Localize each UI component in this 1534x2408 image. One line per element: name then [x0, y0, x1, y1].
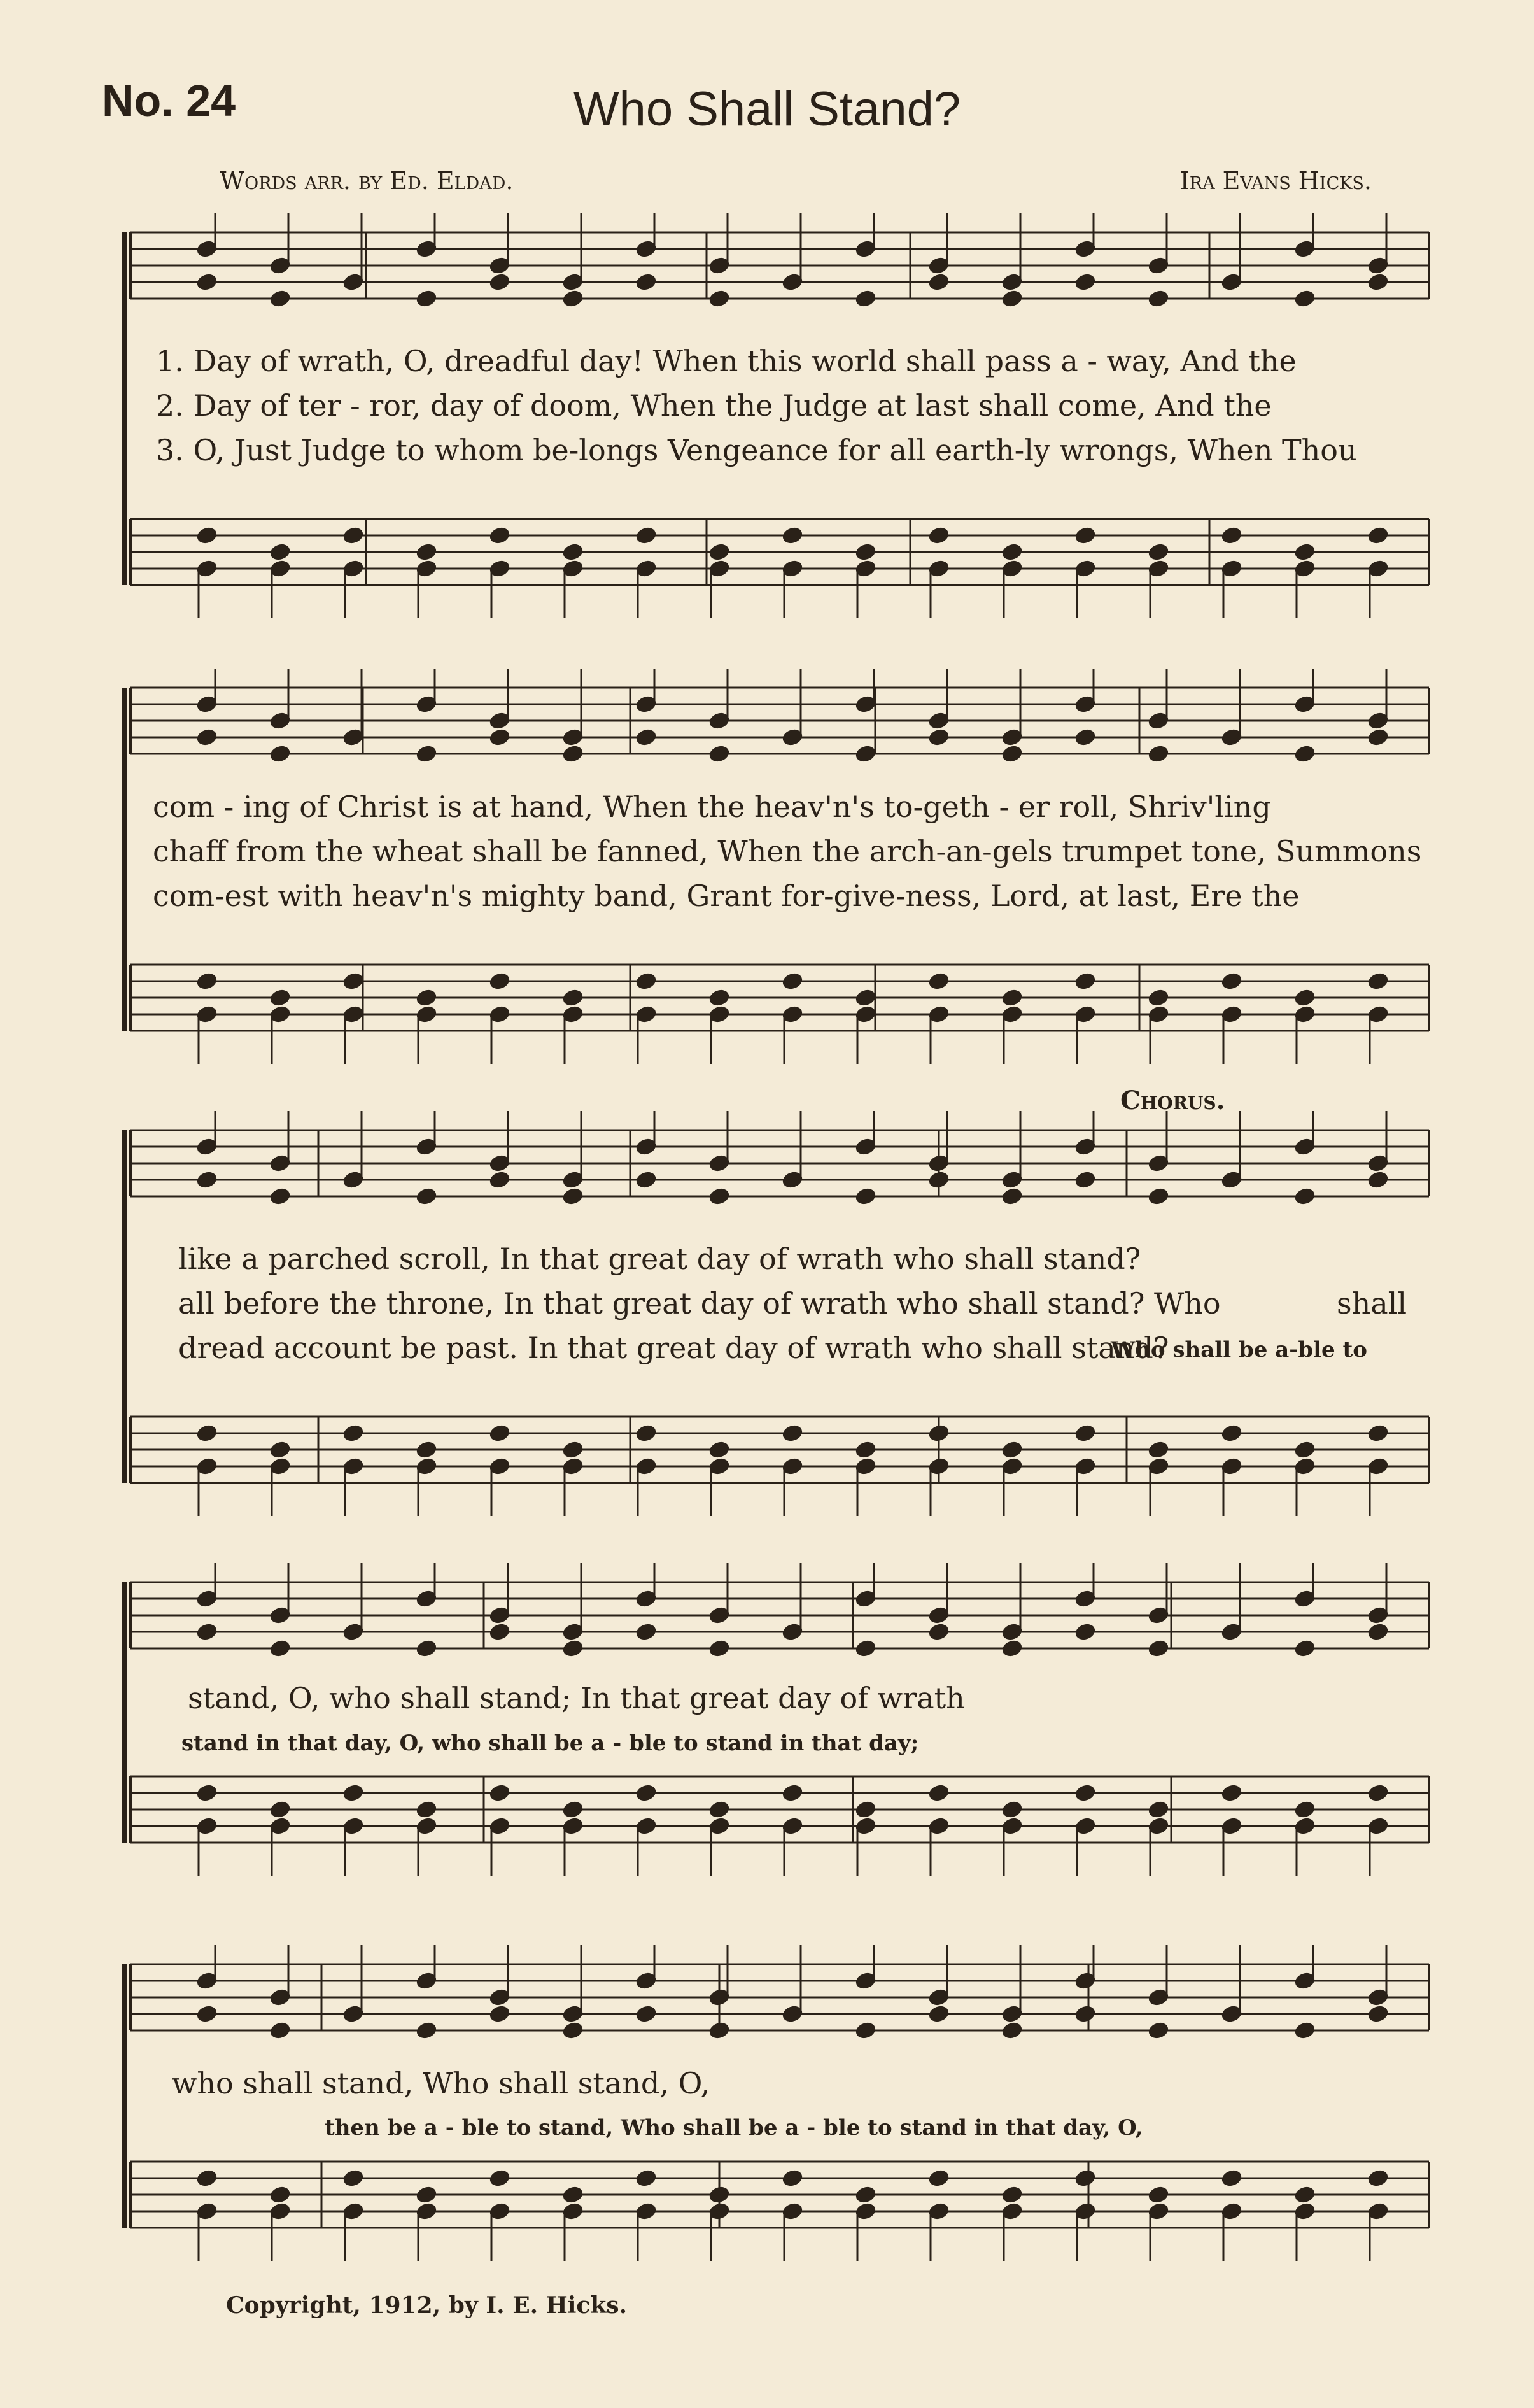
bass-lyric-line: stand in that day, O, who shall be a - ble to stand in that day; — [181, 1731, 919, 1756]
lyric-line: stand, O, who shall stand; In that great day of wrath — [188, 1681, 965, 1715]
lyric-line: com - ing of Christ is at hand, When the heav'n's to-geth - er roll, Shriv'ling — [153, 790, 1271, 824]
lyric-line: all before the throne, In that great day of wrath who shall stand? Who — [178, 1286, 1221, 1321]
chorus-label: Chorus. — [1120, 1086, 1225, 1115]
lyric-line: chaff from the wheat shall be fanned, When the arch-an-gels trumpet tone, Summons — [153, 834, 1422, 868]
lyric-line: like a parched scroll, In that great day of wrath who shall stand? — [178, 1242, 1141, 1276]
lyric-word: shall — [1337, 1286, 1407, 1321]
lyric-line: dread account be past. In that great day of wrath who shall stand? — [178, 1331, 1169, 1365]
hymn-title: Who Shall Stand? — [573, 82, 961, 136]
lyric-line: 1. Day of wrath, O, dreadful day! When this world shall pass a - way, And the — [156, 344, 1297, 378]
words-credit: Words arr. by Ed. Eldad. — [220, 167, 514, 195]
bass-lyric-line: Who shall be a-ble to — [1111, 1337, 1367, 1363]
lyric-line: who shall stand, Who shall stand, O, — [172, 2066, 710, 2100]
music-credit: Ira Evans Hicks. — [1179, 167, 1372, 195]
bass-lyric-line: then be a - ble to stand, Who shall be a - ble to stand in that day, O, — [325, 2115, 1143, 2141]
hymn-number: No. 24 — [102, 76, 236, 125]
lyric-line: 3. O, Just Judge to whom be-longs Vengeance for all earth-ly wrongs, When Thou — [156, 433, 1357, 467]
copyright-notice: Copyright, 1912, by I. E. Hicks. — [226, 2292, 628, 2319]
lyric-line: com-est with heav'n's mighty band, Grant for-give-ness, Lord, at last, Ere the — [153, 879, 1300, 913]
lyric-line: 2. Day of ter - ror, day of doom, When the Judge at last shall come, And the — [156, 388, 1272, 423]
